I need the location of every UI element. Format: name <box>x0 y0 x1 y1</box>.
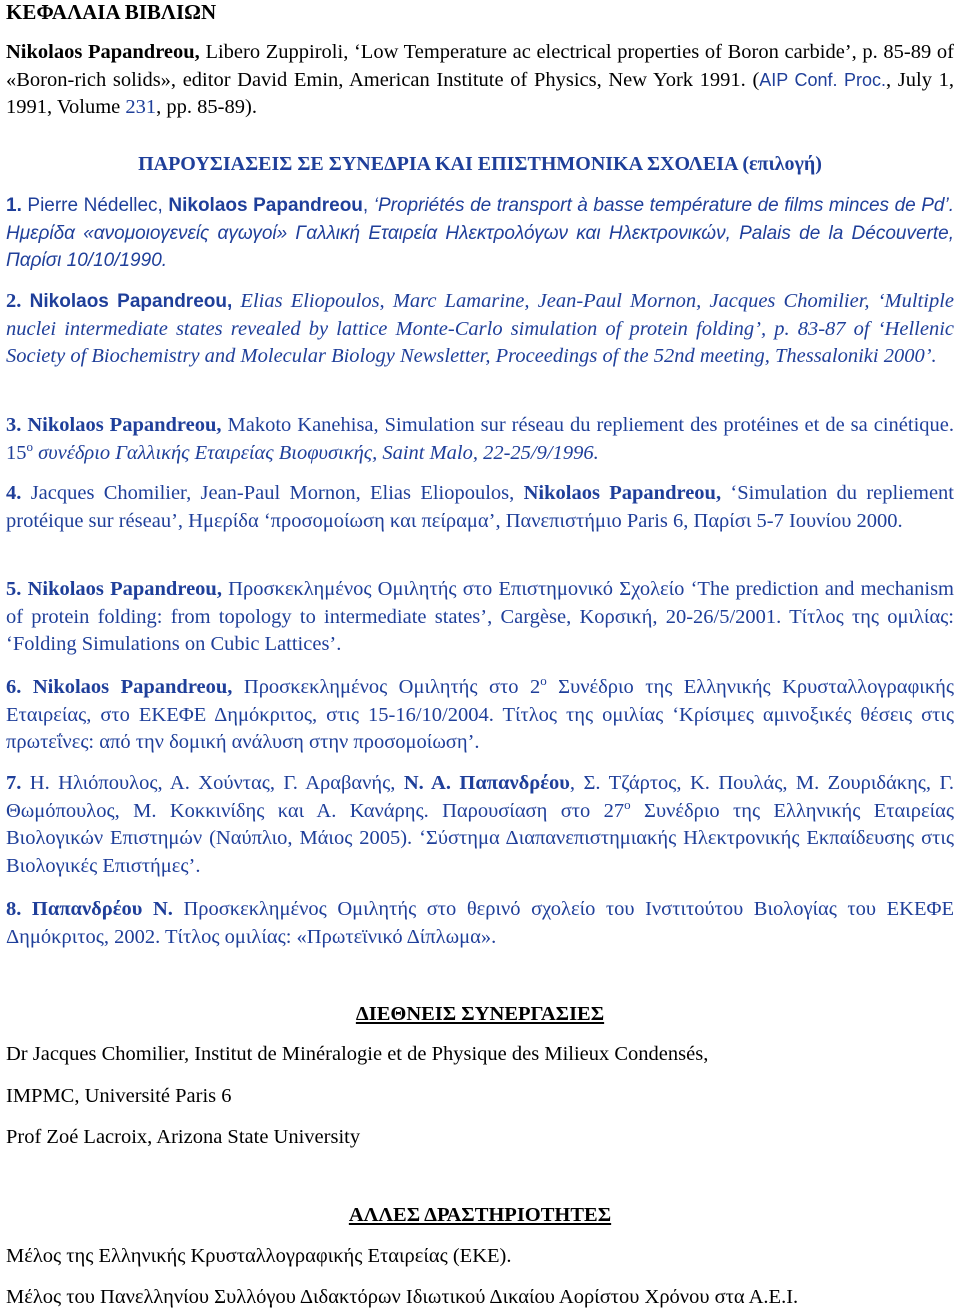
item-title: Makoto Kanehisa, Simulation sur réseau du repliement des protéines et de sa cinétique. <box>221 414 954 436</box>
item-title-rest: Συνέδριο της Ελληνικής Εταιρείας Βιολογικών Επιστημών (Ναύπλιο, Μάιος 2005). ‘Σύστημα Διαπανεπιστημιακής Ηλεκτρονικής Εκπαίδευσης στις Βιολογικές Επιστήμες’. <box>6 799 954 877</box>
item-authors: Jacques Chomilier, Jean-Paul Mornon, Elias Eliopoulos, <box>21 482 524 504</box>
item-number: 1. <box>6 195 22 216</box>
conference-item-2 <box>6 288 954 371</box>
item-title: , Σ. Τζάρτος, Κ. Πουλάς, Μ. Ζουριδάκης, Γ. Θωμόπουλος, Μ. Κοκκινίδης και Α. Κανάρης. Παρουσίαση στο 27 <box>6 772 954 822</box>
item-number: 2. <box>6 290 22 312</box>
book-citation: Libero Zuppiroli, ‘Low Temperature ac electrical properties of Boron carbide’, p. 85-89 of «Boron-rich solids», editor David Emin, American Institute of Physics, New York 1991. ( <box>6 41 954 91</box>
item-number: 7. <box>6 772 22 794</box>
item-author-highlight: Ν. Α. Παπανδρέου <box>403 772 570 794</box>
book-entry <box>6 39 954 122</box>
item-title: ‘Propriétés de transport à basse température de films minces de Pd’. Ημερίδα «ανομοιογενείς αγωγοί» Γαλλική Εταιρεία Ηλεκτρολόγων και Ηλεκτρονικών, Palais de la Découverte, Παρίσι 10/10/1990. <box>6 195 954 271</box>
item-author-highlight: Nikolaos Papandreou, <box>21 676 233 698</box>
item-title: Προσκεκλημένος Ομιλητής στο θερινό σχολείο του Ινστιτούτου Βιολογίας του ΕΚΕΦΕ Δημόκριτος, 2002. Τίτλος ομιλίας: «Πρωτεϊνικό Δίπλωμα». <box>6 898 954 948</box>
item-author-highlight: Nikolaos Papandreou, <box>21 291 233 312</box>
item-author-highlight: Παπανδρέου Ν. <box>21 898 173 920</box>
item-author-highlight: Nikolaos Papandreou, <box>21 414 222 436</box>
item-authors: Η. Ηλιόπουλος, Α. Χούντας, Γ. Αραβανής, <box>21 772 404 794</box>
heading-other-activities: ΑΛΛΕΣ ΔΡΑΣΤΗΡΙΟΤΗΤΕΣ <box>348 1204 612 1226</box>
book-date: , July 1, 1991, Volume <box>6 68 954 118</box>
ordinal-sup: o <box>26 438 33 454</box>
book-authors: Nikolaos Papandreou, <box>6 41 200 63</box>
item-title-rest: Συνέδριο της Ελληνικής Κρυσταλλογραφικής Εταιρείας, στο ΕΚΕΦΕ Δημόκριτος, στις 15-16/10/2004. Τίτλος της ομιλίας ‘Κρίσιμες αμινοξικές θέσεις στις πρωτεΐνες: από την δομική ανάλυση στην προσομοίωση’. <box>6 676 954 753</box>
item-number: 3. <box>6 414 22 436</box>
book-pages: , pp. 85-89). <box>156 96 257 118</box>
item-number: 4. <box>6 482 22 504</box>
ordinal-sup: ο <box>624 796 631 812</box>
item-number: 6. <box>6 676 22 698</box>
item-number: 5. <box>6 578 22 600</box>
item-author-highlight: Nikolaos Papandreou, <box>21 578 222 600</box>
item-author-highlight: Nikolaos Papandreou, <box>523 482 722 504</box>
conference-item-5 <box>6 576 954 659</box>
item-venue-rest: συνέδριο Γαλλικής Εταιρείας Βιοφυσικής, Saint Malo, 22-25/9/1996. <box>33 441 599 464</box>
ordinal-sup: ο <box>540 673 547 688</box>
item-title: Προσκεκλημένος Ομιλητής στο Επιστημονικό Σχολείο ‘The prediction and mechanism of protein folding: from topology to intermediate states’, Cargèse, Κορσική, 20-26/5/2001. Τίτλος της ομιλίας: ‘Folding Simulations on Cubic Lattices’. <box>6 578 954 655</box>
other-line-1: Μέλος της Ελληνικής Κρυσταλλογραφικής Εταιρείας (ΕΚΕ). <box>6 1245 512 1267</box>
item-author-highlight: Nikolaos Papandreou <box>168 195 363 216</box>
collab-line-3: Prof Zoé Lacroix, Arizona State University <box>6 1126 361 1148</box>
heading-conferences: ΠΑΡΟΥΣΙΑΣΕΙΣ ΣΕ ΣΥΝΕΔΡΙΑ ΚΑΙ ΕΠΙΣΤΗΜΟΝΙΚΑ ΣΧΟΛΕΙΑ (επιλογή) <box>138 153 822 175</box>
item-venue: 15 <box>6 441 27 464</box>
conference-item-3 <box>6 412 954 467</box>
other-line-2: Μέλος του Πανελληνίου Συλλόγου Διδακτόρων Ιδιωτικού Δικαίου Αορίστου Χρόνου στα Α.Ε.Ι. <box>6 1286 799 1308</box>
item-title: Προσκεκλημένος Ομιλητής στο 2 <box>232 676 541 698</box>
conference-item-6 <box>6 674 954 757</box>
item-number: 8. <box>6 898 22 920</box>
heading-collaborations: ΔΙΕΘΝΕΙΣ ΣΥΝΕΡΓΑΣΙΕΣ <box>355 1003 605 1025</box>
item-title: ‘Simulation du repliement protéique sur réseau’, Ημερίδα ‘προσομοίωση και πείραμα’, Πανεπιστήμιο Paris 6, Παρίσι 5-7 Ιουνίου 2000. <box>6 482 954 532</box>
conference-item-7 <box>6 770 954 880</box>
aip-proc-link[interactable]: AIP Conf. Proc. <box>759 69 887 90</box>
separator: , <box>362 195 374 216</box>
collab-line-2: IMPMC, Université Paris 6 <box>6 1085 232 1107</box>
item-title: Elias Eliopoulos, Marc Lamarine, Jean-Paul Mornon, Jacques Chomilier, ‘Multiple nuclei intermediate states revealed by lattice Monte-Carlo simulation of protein folding’, p. 83-87 of ‘Hellenic Society of Biochemistry and Molecular Biology Newsletter, Proceedings of the 52nd meeting, Thessaloniki 2000’. <box>6 290 954 367</box>
conference-item-4 <box>6 480 954 535</box>
item-authors: Pierre Nédellec, <box>21 195 169 216</box>
conference-item-1 <box>6 192 954 275</box>
heading-books: ΚΕΦΑΛΑΙΑ ΒΙΒΛΙΩΝ <box>6 0 217 24</box>
collab-line-1: Dr Jacques Chomilier, Institut de Minéralogie et de Physique des Milieux Condensés, <box>6 1043 709 1065</box>
volume-link[interactable]: 231 <box>125 96 157 118</box>
conference-item-8 <box>6 896 954 951</box>
